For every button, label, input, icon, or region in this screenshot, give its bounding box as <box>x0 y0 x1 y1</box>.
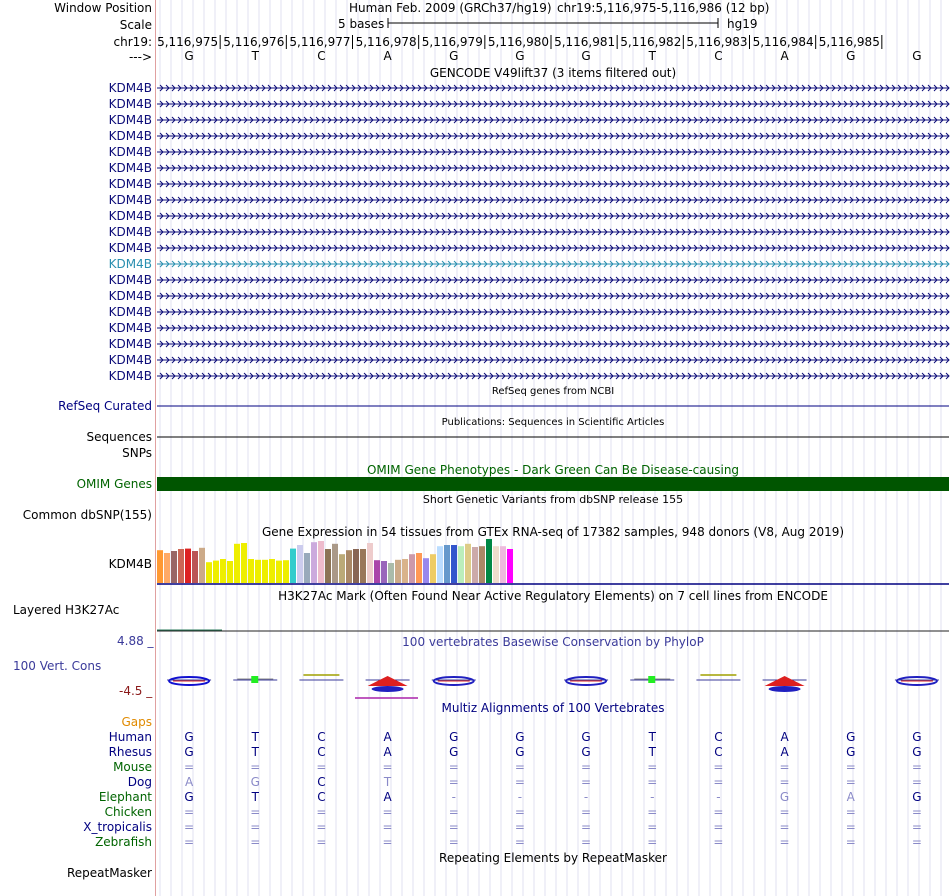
multiz-base: T <box>648 730 656 744</box>
multiz-base: = <box>779 805 790 819</box>
gtex-tissue-bar[interactable] <box>423 558 429 583</box>
gencode-item-label[interactable]: KDM4B <box>108 369 152 383</box>
gtex-tissue-bar[interactable] <box>451 545 457 583</box>
multiz-base: = <box>647 820 658 834</box>
gtex-tissue-bar[interactable] <box>360 549 366 583</box>
gtex-label[interactable]: KDM4B <box>108 557 152 571</box>
multiz-species-label[interactable]: Mouse <box>113 760 152 774</box>
gencode-item-label[interactable]: KDM4B <box>108 97 152 111</box>
gencode-item-label[interactable]: KDM4B <box>108 321 152 335</box>
multiz-base: G <box>846 730 856 744</box>
multiz-title: Multiz Alignments of 100 Vertebrates <box>441 701 665 715</box>
gtex-tissue-bar[interactable] <box>374 560 380 583</box>
gtex-tissue-bar[interactable] <box>444 545 450 583</box>
multiz-base: A <box>780 730 789 744</box>
reference-base: A <box>383 49 392 63</box>
multiz-base: G <box>449 745 459 759</box>
gencode-item-label[interactable]: KDM4B <box>108 177 152 191</box>
position-text: chr19:5,116,975-5,116,986 (12 bp) <box>557 1 770 15</box>
multiz-base: T <box>383 775 392 789</box>
coordinate-label: 5,116,982 <box>620 35 682 49</box>
multiz-base: = <box>184 835 195 849</box>
multiz-base: = <box>184 760 195 774</box>
multiz-base: = <box>184 820 195 834</box>
multiz-base: G <box>515 745 525 759</box>
gtex-tissue-bar[interactable] <box>255 560 261 583</box>
multiz-base: = <box>911 760 922 774</box>
multiz-base: G <box>250 775 260 789</box>
reference-base: G <box>912 49 922 63</box>
gtex-tissue-bar[interactable] <box>241 543 247 583</box>
multiz-base: = <box>448 820 459 834</box>
gtex-title: Gene Expression in 54 tissues from GTEx RNA-seq of 17382 samples, 948 donors (V8, Aug 2019) <box>261 525 845 539</box>
multiz-base: C <box>317 790 326 804</box>
gtex-tissue-bar[interactable] <box>192 551 198 583</box>
multiz-base: T <box>648 745 656 759</box>
phylop-logo-g <box>769 686 801 692</box>
gtex-tissue-bar[interactable] <box>227 561 233 583</box>
strand-label[interactable]: ---> <box>128 50 152 64</box>
gtex-tissue-bar[interactable] <box>206 562 212 583</box>
multiz-base: A <box>383 745 392 759</box>
multiz-base: = <box>316 835 327 849</box>
multiz-species-label[interactable]: X_tropicalis <box>83 820 152 834</box>
coordinate-label: 5,116,984 <box>752 35 814 49</box>
multiz-base: = <box>382 760 393 774</box>
multiz-base: = <box>448 835 459 849</box>
gaps-label[interactable]: Gaps <box>121 715 152 729</box>
phylop-max-label: 4.88 _ <box>117 634 154 648</box>
multiz-base: = <box>647 775 658 789</box>
multiz-base: C <box>714 730 723 744</box>
multiz-base: T <box>251 790 259 804</box>
gtex-tissue-bar[interactable] <box>409 554 415 583</box>
scale-label[interactable]: Scale <box>119 18 152 32</box>
window-position-label[interactable]: Window Position <box>54 1 152 15</box>
reference-base: C <box>317 49 326 63</box>
gencode-item-label[interactable]: KDM4B <box>108 161 152 175</box>
multiz-base: = <box>382 835 393 849</box>
multiz-base: = <box>581 775 592 789</box>
reference-base: G <box>449 49 459 63</box>
gtex-tissue-bar[interactable] <box>269 559 275 583</box>
multiz-base: - <box>650 790 655 804</box>
multiz-base: T <box>251 730 259 744</box>
multiz-base: = <box>250 760 261 774</box>
multiz-base: = <box>779 820 790 834</box>
repeatmasker-label[interactable]: RepeatMasker <box>66 866 152 880</box>
reference-base: A <box>780 49 789 63</box>
gtex-tissue-bar[interactable] <box>353 549 359 583</box>
multiz-base: = <box>713 760 724 774</box>
reference-base: G <box>581 49 591 63</box>
multiz-base: - <box>517 790 523 804</box>
coordinate-label: 5,116,979 <box>421 35 483 49</box>
gtex-tissue-bar[interactable] <box>437 546 443 583</box>
reference-base: T <box>251 49 259 63</box>
reference-base: C <box>714 49 723 63</box>
gencode-item-label[interactable]: KDM4B <box>108 353 152 367</box>
gtex-tissue-bar[interactable] <box>297 545 303 583</box>
multiz-base: = <box>514 835 525 849</box>
coordinate-label: 5,116,977 <box>289 35 351 49</box>
multiz-base: = <box>911 820 922 834</box>
refseq-title: RefSeq genes from NCBI <box>491 386 615 397</box>
multiz-base: = <box>845 820 856 834</box>
gtex-tissue-bar[interactable] <box>395 560 401 583</box>
multiz-base: G <box>846 745 856 759</box>
multiz-base: = <box>845 805 856 819</box>
h3k27ac-title: H3K27Ac Mark (Often Found Near Active Regulatory Elements) on 7 cell lines from ENCODE <box>278 589 828 603</box>
coordinate-label: 5,116,978 <box>355 35 417 49</box>
snps-label[interactable]: SNPs <box>122 446 152 460</box>
gtex-tissue-bar[interactable] <box>381 561 387 583</box>
multiz-base: = <box>382 820 393 834</box>
gtex-tissue-bar[interactable] <box>332 544 338 583</box>
phylop-logo-a[interactable] <box>765 676 805 686</box>
assembly-text: Human Feb. 2009 (GRCh37/hg19) <box>349 1 552 15</box>
multiz-species-label[interactable]: Human <box>108 730 152 744</box>
gtex-tissue-bar[interactable] <box>248 559 254 583</box>
multiz-base: = <box>779 775 790 789</box>
gtex-tissue-bar[interactable] <box>486 539 492 583</box>
multiz-base: G <box>184 730 194 744</box>
multiz-base: = <box>514 760 525 774</box>
multiz-base: G <box>779 790 790 804</box>
phylop-logo-a[interactable] <box>368 676 408 686</box>
gtex-tissue-bar[interactable] <box>388 563 394 583</box>
multiz-base: = <box>581 835 592 849</box>
repeatmasker-title: Repeating Elements by RepeatMasker <box>439 851 667 865</box>
gencode-item-label[interactable]: KDM4B <box>108 193 152 207</box>
publications-title: Publications: Sequences in Scientific Articles <box>441 417 665 428</box>
gtex-tissue-bar[interactable] <box>416 553 422 583</box>
gtex-tissue-bar[interactable] <box>339 554 345 583</box>
multiz-base: A <box>184 775 194 789</box>
gtex-tissue-bar[interactable] <box>276 561 282 583</box>
multiz-base: G <box>184 745 194 759</box>
dbsnp-title: Short Genetic Variants from dbSNP release 155 <box>422 493 684 506</box>
multiz-base: = <box>514 775 525 789</box>
multiz-base: = <box>911 835 922 849</box>
phylop-min-label: -4.5 _ <box>119 684 153 698</box>
multiz-base: = <box>514 805 525 819</box>
multiz-base: = <box>911 775 922 789</box>
multiz-base: A <box>846 790 855 804</box>
multiz-species-label[interactable]: Elephant <box>98 790 152 804</box>
multiz-base: = <box>448 805 459 819</box>
gtex-tissue-bar[interactable] <box>479 546 485 583</box>
multiz-base: G <box>515 730 525 744</box>
gencode-item-label[interactable]: KDM4B <box>108 129 152 143</box>
multiz-base: = <box>581 760 592 774</box>
gencode-item-label[interactable]: KDM4B <box>108 145 152 159</box>
multiz-base: - <box>583 790 589 804</box>
gencode-item-label[interactable]: KDM4B <box>108 209 152 223</box>
gtex-tissue-bar[interactable] <box>171 551 177 583</box>
multiz-species-label[interactable]: Dog <box>127 775 152 789</box>
multiz-base: C <box>317 745 326 759</box>
gtex-tissue-bar[interactable] <box>346 550 352 583</box>
multiz-base: - <box>451 790 456 804</box>
multiz-base: = <box>713 835 724 849</box>
gtex-tissue-bar[interactable] <box>178 549 184 583</box>
gtex-tissue-bar[interactable] <box>465 544 471 583</box>
gtex-tissue-bar[interactable] <box>283 560 289 583</box>
multiz-base: = <box>184 805 195 819</box>
gencode-item-label[interactable]: KDM4B <box>108 81 152 95</box>
multiz-base: = <box>316 820 327 834</box>
gencode-item-label[interactable]: KDM4B <box>108 337 152 351</box>
multiz-base: G <box>449 730 459 744</box>
phylop-logo-t[interactable] <box>251 676 258 683</box>
gencode-item-label[interactable]: KDM4B <box>108 241 152 255</box>
multiz-base: T <box>251 745 259 759</box>
gtex-tissue-bar[interactable] <box>262 560 268 583</box>
multiz-base: A <box>780 745 789 759</box>
multiz-base: = <box>382 805 393 819</box>
multiz-species-label[interactable]: Chicken <box>104 805 152 819</box>
multiz-base: - <box>716 790 721 804</box>
multiz-base: G <box>184 790 194 804</box>
gtex-tissue-bar[interactable] <box>164 553 170 583</box>
gencode-title: GENCODE V49lift37 (3 items filtered out) <box>429 66 677 80</box>
coordinate-label: 5,116,981 <box>554 35 616 49</box>
multiz-species-label[interactable]: Zebrafish <box>95 835 152 849</box>
coordinate-label: 5,116,976 <box>223 35 285 49</box>
gencode-item-label[interactable]: KDM4B <box>108 289 152 303</box>
multiz-base: G <box>912 745 922 759</box>
reference-base: G <box>846 49 856 63</box>
gtex-tissue-bar[interactable] <box>507 549 513 583</box>
multiz-base: C <box>317 730 326 744</box>
phylop-logo-g <box>372 686 404 692</box>
gencode-item-label[interactable]: KDM4B <box>108 113 152 127</box>
multiz-base: A <box>383 730 392 744</box>
scale-db: hg19 <box>727 17 758 31</box>
multiz-base: = <box>647 835 658 849</box>
reference-base: G <box>515 49 525 63</box>
gtex-tissue-bar[interactable] <box>234 544 240 583</box>
multiz-base: = <box>448 760 459 774</box>
gtex-tissue-bar[interactable] <box>157 550 163 583</box>
multiz-base: = <box>250 835 261 849</box>
gencode-item-label[interactable]: KDM4B <box>108 305 152 319</box>
scale-text: 5 bases <box>338 17 385 31</box>
phylop-logo-t[interactable] <box>648 676 655 683</box>
omim-title: OMIM Gene Phenotypes - Dark Green Can Be Disease-causing <box>366 463 740 477</box>
gtex-tissue-bar[interactable] <box>325 549 331 583</box>
refseq-label[interactable]: RefSeq Curated <box>58 399 152 413</box>
gtex-tissue-bar[interactable] <box>199 548 205 583</box>
multiz-base: = <box>514 820 525 834</box>
multiz-base: A <box>383 790 392 804</box>
chrom-label[interactable]: chr19: <box>113 35 152 49</box>
reference-base: G <box>184 49 194 63</box>
gtex-tissue-bar[interactable] <box>402 559 408 583</box>
multiz-base: = <box>713 775 724 789</box>
multiz-base: = <box>250 805 261 819</box>
multiz-base: G <box>581 745 591 759</box>
multiz-base: = <box>713 805 724 819</box>
publications-label[interactable]: Sequences <box>86 430 152 444</box>
multiz-base: C <box>714 745 723 759</box>
gtex-tissue-bar[interactable] <box>500 546 506 583</box>
gtex-tissue-bar[interactable] <box>213 561 219 583</box>
multiz-base: = <box>845 835 856 849</box>
gtex-tissue-bar[interactable] <box>290 549 296 583</box>
reference-base: T <box>648 49 656 63</box>
multiz-base: G <box>581 730 591 744</box>
multiz-base: = <box>911 805 922 819</box>
multiz-base: = <box>779 835 790 849</box>
multiz-base: G <box>912 730 922 744</box>
multiz-base: G <box>912 790 922 804</box>
multiz-base: = <box>316 760 327 774</box>
multiz-base: C <box>317 775 326 789</box>
omim-label[interactable]: OMIM Genes <box>76 477 152 491</box>
phylop-label[interactable]: 100 Vert. Cons <box>13 659 102 673</box>
gencode-item-label[interactable]: KDM4B <box>108 273 152 287</box>
gtex-tissue-bar[interactable] <box>220 559 226 583</box>
multiz-base: = <box>647 760 658 774</box>
gtex-tissue-bar[interactable] <box>367 543 373 583</box>
gtex-tissue-bar[interactable] <box>304 553 310 583</box>
multiz-base: = <box>845 760 856 774</box>
multiz-base: = <box>647 805 658 819</box>
coordinate-label: 5,116,983 <box>686 35 748 49</box>
gtex-tissue-bar[interactable] <box>430 554 436 583</box>
multiz-base: = <box>845 775 856 789</box>
multiz-base: = <box>581 805 592 819</box>
multiz-base: = <box>448 775 459 789</box>
h3k27ac-label[interactable]: Layered H3K27Ac <box>13 603 120 617</box>
gtex-tissue-bar[interactable] <box>185 549 191 583</box>
gencode-item-label[interactable]: KDM4B <box>108 257 152 271</box>
phylop-title: 100 vertebrates Basewise Conservation by PhyloP <box>402 635 704 649</box>
coordinate-label: 5,116,975 <box>157 35 219 49</box>
gtex-tissue-bar[interactable] <box>318 541 324 583</box>
gtex-tissue-bar[interactable] <box>458 546 464 583</box>
gtex-tissue-bar[interactable] <box>311 542 317 583</box>
dbsnp-label[interactable]: Common dbSNP(155) <box>22 508 152 522</box>
multiz-base: = <box>250 820 261 834</box>
omim-bar[interactable] <box>157 477 949 491</box>
multiz-species-label[interactable]: Rhesus <box>108 745 152 759</box>
multiz-base: = <box>713 820 724 834</box>
coordinate-label: 5,116,980 <box>487 35 549 49</box>
gtex-tissue-bar[interactable] <box>472 547 478 583</box>
gencode-item-label[interactable]: KDM4B <box>108 225 152 239</box>
multiz-base: = <box>581 820 592 834</box>
multiz-base: = <box>779 760 790 774</box>
gtex-tissue-bar[interactable] <box>493 546 499 583</box>
coordinate-label: 5,116,985 <box>818 35 880 49</box>
multiz-base: = <box>316 805 327 819</box>
